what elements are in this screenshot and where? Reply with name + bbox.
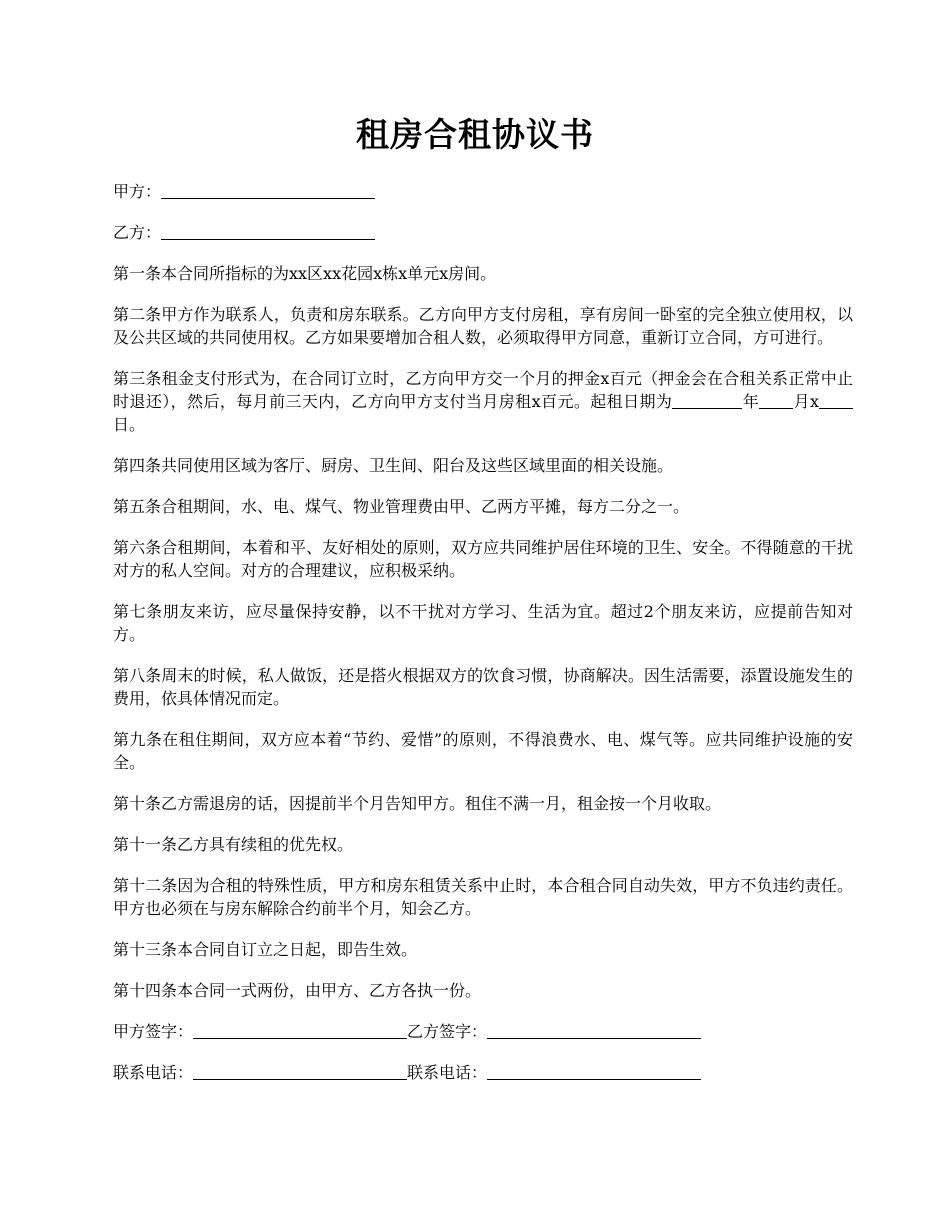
party-a-sign-label: 甲方签字：: [113, 1022, 194, 1041]
clause-3-year: 年: [742, 392, 760, 411]
clause-12: 第十二条因为合租的特殊性质，甲方和房东租赁关系中止时，本合租合同自动失效，甲方不负违约责任。甲方也必须在与房东解除合约前半个月，知会乙方。: [113, 876, 853, 918]
party-b-label: 乙方：: [113, 223, 162, 242]
start-year-blank: [672, 392, 742, 409]
party-b-phone-label: 联系电话：: [407, 1063, 488, 1082]
clause-14: 第十四条本合同一式两份，由甲方、乙方各执一份。: [113, 981, 482, 1000]
clause-9: 第九条在租住期间，双方应本着“节约、爱惜”的原则，不得浪费水、电、煤气等。应共同维护设施的安全。: [113, 730, 853, 772]
document-title: 租房合租协议书: [356, 115, 594, 154]
clause-10: 第十条乙方需退房的话，因提前半个月告知甲方。租住不满一月，租金按一个月收取。: [113, 794, 722, 813]
start-day-blank: [819, 392, 853, 409]
party-b-sign-label: 乙方签字：: [407, 1022, 488, 1041]
party-a-line: [113, 180, 853, 203]
party-a-sign-blank: [193, 1022, 407, 1039]
clause-11: 第十一条乙方具有续租的优先权。: [113, 835, 354, 854]
party-a-phone-label: 联系电话：: [113, 1063, 194, 1082]
document-body: [113, 180, 853, 1102]
party-b-sign-blank: [487, 1022, 701, 1039]
clause-7: 第七条朋友来访，应尽量保持安静，以不干扰对方学习、生活为宜。超过2个朋友来访，应提前告知对方。: [113, 602, 853, 644]
clause-8: 第八条周末的时候，私人做饭，还是搭火根据双方的饮食习惯，协商解决。因生活需要，添置设施发生的费用，依具体情况而定。: [113, 666, 853, 708]
clause-1: 第一条本合同所指标的为xx区xx花园x栋x单元x房间。: [113, 264, 497, 283]
clause-3: [113, 367, 853, 436]
party-a-blank: [161, 182, 375, 199]
clause-2: 第二条甲方作为联系人，负责和房东联系。乙方向甲方支付房租，享有房间一卧室的完全独立使用权，以及公共区域的共同使用权。乙方如果要增加合租人数，必须取得甲方同意，重新订立合同，方可进行。: [113, 305, 853, 347]
start-month-blank: [759, 392, 793, 409]
party-b-blank: [161, 223, 375, 240]
clause-6: 第六条合租期间，本着和平、友好相处的原则，双方应共同维护居住环境的卫生、安全。不得随意的干扰对方的私人空间。对方的合理建议，应积极采纳。: [113, 538, 853, 580]
clause-5: 第五条合租期间，水、电、煤气、物业管理费由甲、乙两方平摊，每方二分之一。: [113, 497, 690, 516]
clause-3-text: 第三条租金支付形式为，在合同订立时，乙方向甲方交一个月的押金x百元（押金会在合租关系正常中止时退还），然后，每月前三天内，乙方向甲方支付当月房租x百元。起租日期为: [113, 369, 853, 411]
clause-3-month: 月x: [793, 392, 819, 411]
clause-3-day: 日。: [113, 415, 146, 434]
party-a-phone-blank: [193, 1063, 407, 1080]
clause-13: 第十三条本合同自订立之日起，即告生效。: [113, 940, 418, 959]
clause-4: 第四条共同使用区域为客厅、厨房、卫生间、阳台及这些区域里面的相关设施。: [113, 456, 674, 475]
party-a-label: 甲方：: [113, 182, 162, 201]
phone-row: [113, 1061, 853, 1084]
party-b-phone-blank: [487, 1063, 701, 1080]
party-b-line: [113, 221, 853, 244]
signature-row: [113, 1020, 853, 1043]
